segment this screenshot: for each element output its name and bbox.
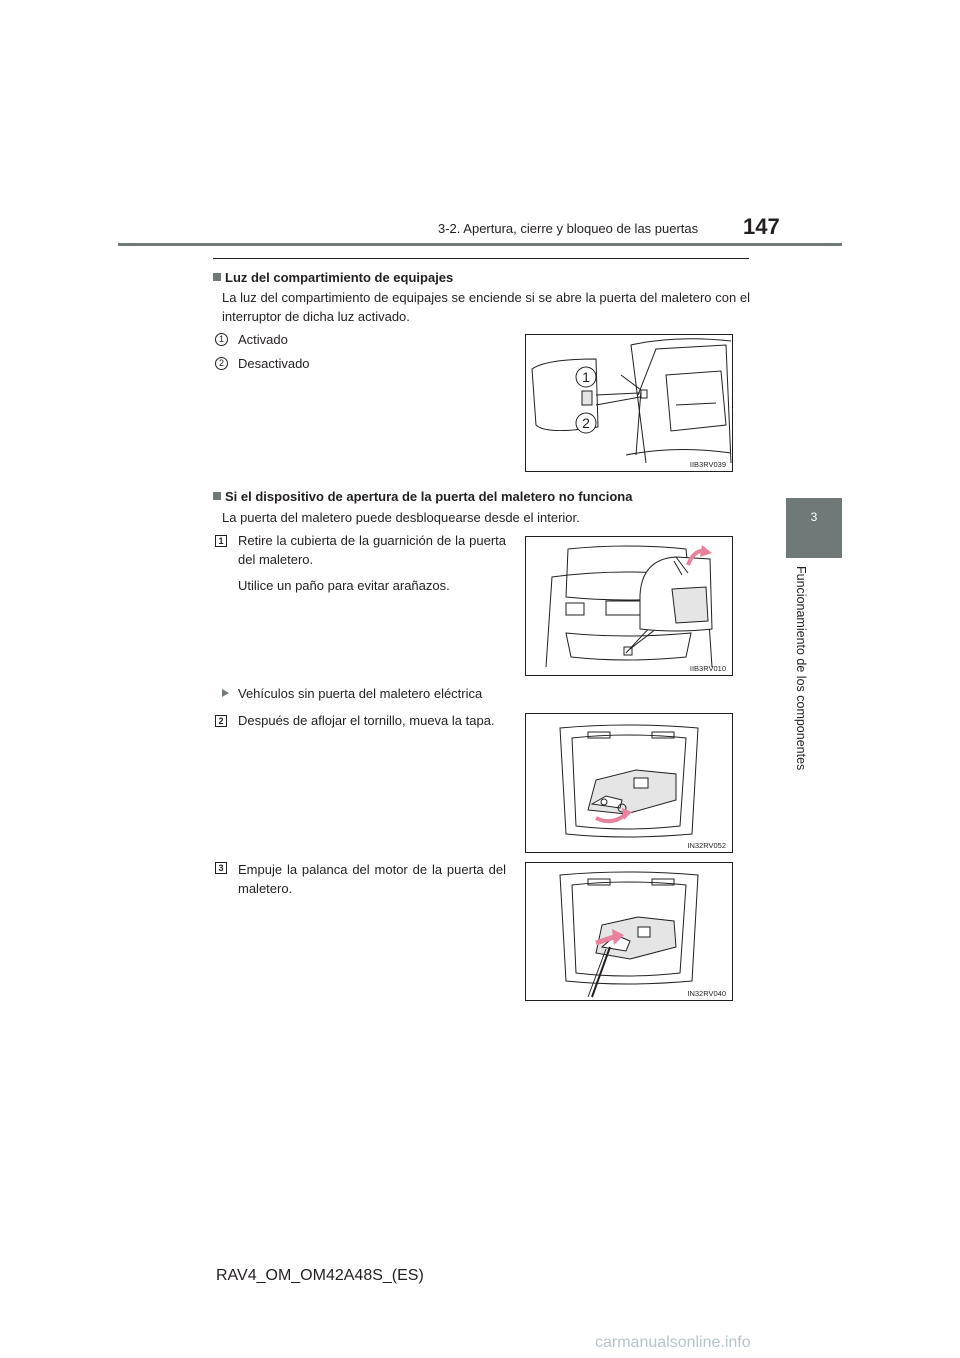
step-3-text: Empuje la palanca del motor de la puerta del maletero. [238,862,506,896]
triangle-bullet-icon [222,689,229,697]
item-label-desactivado: Desactivado [238,356,310,371]
non-power-door-subheading: Vehículos sin puerta del maletero eléctrica [238,686,483,701]
push-lever-illustration [526,863,732,1000]
figure-code: IIB3RV039 [689,460,726,469]
luggage-light-illustration [526,335,732,471]
section-title: 3-2. Apertura, cierre y bloqueo de las puertas [438,221,699,236]
figure-code: IIB3RV010 [689,664,726,673]
step-2-text: Después de aflojar el tornillo, mueva la tapa. [238,713,495,728]
step-number-2: 2 [215,715,227,727]
chapter-number: 3 [810,510,818,524]
chapter-tab [786,498,842,558]
item-label-activado: Activado [238,332,288,347]
document-code: RAV4_OM_OM42A48S_(ES) [216,1267,424,1284]
back-door-intro: La puerta del maletero puede desbloquearse desde el interior. [222,510,580,525]
move-cover-illustration [526,714,732,852]
figure-code: IN32RV040 [687,989,726,998]
section-rule [213,258,749,259]
callout-2: 2 [582,415,590,431]
push-lever-figure [525,862,733,1001]
square-bullet-icon [213,492,221,500]
step-1-note: Utilice un paño para evitar arañazos. [238,578,450,593]
watermark: carmanualsonline.info [595,1334,751,1351]
trim-cover-illustration [526,537,732,675]
step-number-3: 3 [215,862,227,874]
chapter-label: Funcionamiento de los componentes [794,566,808,771]
header-rule [118,243,842,246]
back-door-heading: Si el dispositivo de apertura de la puerta del maletero no funciona [213,489,632,504]
move-cover-figure [525,713,733,853]
luggage-light-figure [525,334,733,472]
move-arrow-icon [596,814,626,821]
step-1-text: Retire la cubierta de la guarnición de la puerta del maletero. [238,533,506,567]
luggage-light-heading: Luz del compartimiento de equipajes [213,270,453,285]
trim-cover-figure [525,536,733,676]
square-bullet-icon [213,273,221,281]
item-marker-2: 2 [215,357,228,370]
callout-1: 1 [582,369,590,385]
item-marker-1: 1 [215,333,228,346]
figure-code: IN32RV052 [687,841,726,850]
step-number-1: 1 [215,535,227,547]
luggage-light-text: La luz del compartimiento de equipajes se enciende si se abre la puerta del maletero con el interruptor de dicha luz activado. [222,290,750,324]
page-number: 147 [743,214,780,239]
